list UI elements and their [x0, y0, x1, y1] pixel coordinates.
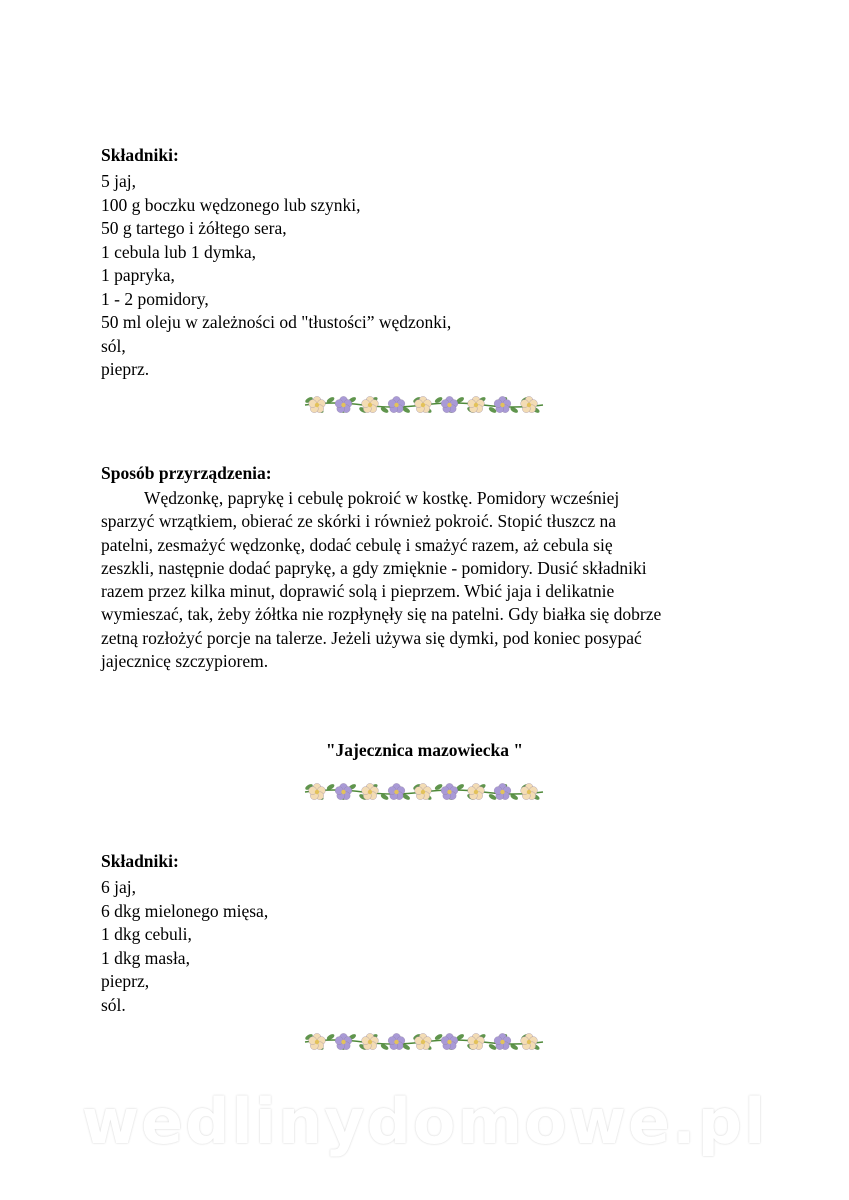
ingredients-heading-1: Składniki:: [101, 145, 179, 165]
method-line: wymieszać, tak, żeby żółtka nie rozpłynęły się na patelni. Gdy białka się dobrze: [101, 604, 662, 625]
ingredients-list-2: [101, 876, 268, 1017]
method-line: patelni, zesmażyć wędzonkę, dodać cebulę i smażyć razem, aż cebula się: [101, 534, 613, 555]
ingredient-item: sól.: [101, 994, 126, 1015]
flower-garland-icon: [303, 779, 545, 805]
ingredient-item: 1 cebula lub 1 dymka,: [101, 241, 257, 262]
flower-garland-icon: [303, 1029, 545, 1055]
method-line: razem przez kilka minut, doprawić solą i pieprzem. Wbić jaja i delikatnie: [101, 581, 615, 602]
ingredient-item: 1 - 2 pomidory,: [101, 288, 209, 309]
ingredient-item: 6 dkg mielonego mięsa,: [101, 900, 269, 921]
ingredient-item: pieprz.: [101, 359, 150, 379]
ingredient-item: 1 papryka,: [101, 265, 175, 285]
ingredient-item: 50 ml oleju w zależności od "tłustości” wędzonki,: [101, 312, 452, 332]
watermark: wedlinydomowe.pl: [81, 1085, 768, 1158]
method-paragraph: [101, 487, 751, 673]
ingredients-list-1: [101, 170, 451, 382]
ingredient-item: pieprz,: [101, 971, 150, 991]
method-line: Wędzonkę, paprykę i cebulę pokroić w kostkę. Pomidory wcześniej: [144, 488, 620, 508]
ingredients-heading-2: Składniki:: [101, 851, 179, 871]
ingredient-item: 1 dkg cebuli,: [101, 924, 192, 944]
method-heading: Sposób przyrządzenia:: [101, 463, 272, 483]
method-line: zeszkli, następnie dodać paprykę, a gdy zmięknie - pomidory. Dusić składniki: [101, 557, 647, 578]
flower-garland-icon: [303, 392, 545, 418]
ingredient-item: 5 jaj,: [101, 171, 136, 191]
method-line: zetną rozłożyć porcje na talerze. Jeżeli używa się dymki, pod koniec posypać: [101, 627, 642, 648]
ingredient-item: 100 g boczku wędzonego lub szynki,: [101, 194, 361, 215]
ingredient-item: 6 jaj,: [101, 877, 136, 897]
method-line: sparzyć wrzątkiem, obierać ze skórki i również pokroić. Stopić tłuszcz na: [101, 511, 617, 532]
method-line: jajecznicę szczypiorem.: [101, 651, 269, 672]
ingredient-item: 50 g tartego i żółtego sera,: [101, 218, 287, 238]
ingredient-item: 1 dkg masła,: [101, 947, 190, 968]
ingredient-item: sól,: [101, 335, 126, 356]
recipe-title: "Jajecznica mazowiecka ": [325, 740, 524, 760]
